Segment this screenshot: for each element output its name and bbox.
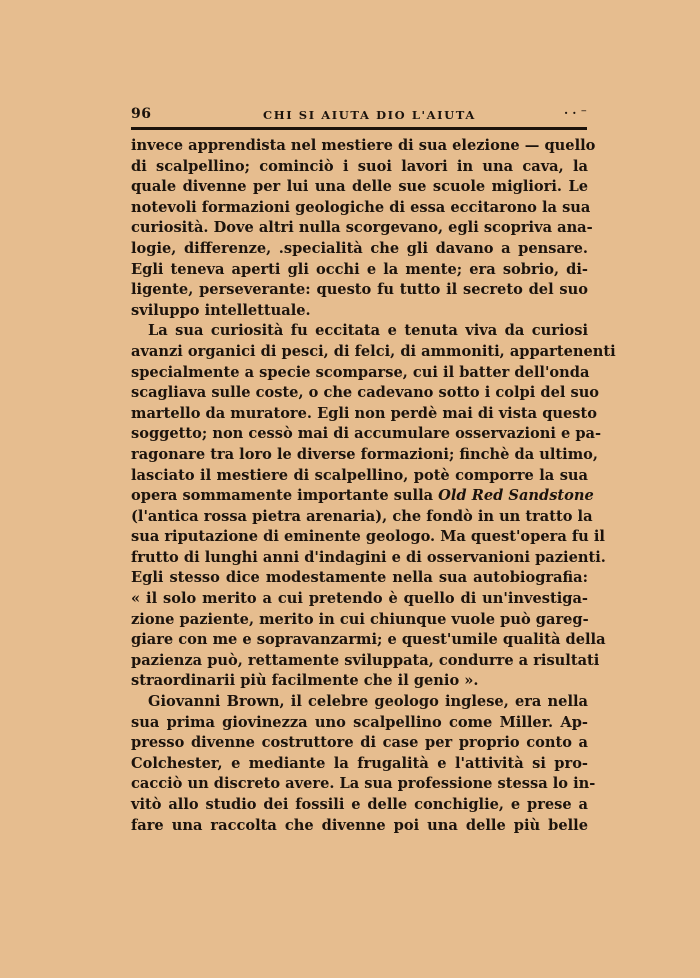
text-line: curiosità. Dove altri nulla scorgevano, egli scopriva ana- — [131, 219, 593, 237]
text-line: quale divenne per lui una delle sue scuole migliori. Le — [131, 178, 588, 196]
text-line: avanzi organici di pesci, di felci, di ammoniti, appartenenti — [131, 342, 616, 360]
page-number: 96 — [131, 106, 152, 122]
italic-title: Old Red Sandstone — [438, 487, 594, 505]
header-rule — [131, 127, 587, 130]
text-line: Egli teneva aperti gli occhi e la mente; era sobrio, di- — [131, 260, 588, 278]
running-title: CHI SI AIUTA DIO L'AIUTA — [263, 108, 476, 122]
text-line: zione paziente, merito in cui chiunque vuole può gareg- — [131, 610, 589, 628]
text-line: ragonare tra loro le diverse formazioni; finchè da ultimo, — [131, 445, 598, 463]
text-line: logie, differenze, .specialità che gli davano a pensare. — [131, 239, 588, 257]
text-line: « il solo merito a cui pretendo è quello di un'investiga- — [131, 590, 588, 608]
text-line: scagliava sulle coste, o che cadevano sotto i colpi del suo — [131, 384, 600, 402]
text-line: invece apprendista nel mestiere di sua elezione — quello — [131, 137, 596, 154]
text-line: di scalpellino; cominciò i suoi lavori in una cava, la — [131, 157, 588, 175]
text-line: pazienza può, rettamente sviluppata, condurre a risultati — [131, 651, 600, 669]
text-line: martello da muratore. Egli non perdè mai di vista questo — [131, 404, 598, 422]
text-line: La sua curiosità fu eccitata e tenuta viva da curiosi — [148, 322, 588, 340]
text-line: sviluppo intellettuale. — [131, 301, 311, 319]
text-line: lasciato il mestiere di scalpellino, potè comporre la sua — [131, 466, 588, 484]
body-text — [131, 136, 616, 836]
text-line: Colchester, e mediante la frugalità e l'attività si pro- — [131, 754, 588, 772]
text-line: soggetto; non cessò mai di accumulare osservazioni e pa- — [131, 425, 602, 443]
text-line: sua riputazione di eminente geologo. Ma quest'opera fu il — [131, 528, 605, 546]
text-line: (l'antica rossa pietra arenaria), che fondò in un tratto la — [131, 507, 593, 525]
text-line: cacciò un discreto avere. La sua professione stessa lo in- — [131, 775, 596, 793]
text-line: Egli stesso dice modestamente nella sua autobiografia: — [131, 569, 588, 587]
text-line: Giovanni Brown, il celebre geologo inglese, era nella — [148, 693, 588, 711]
text-line: notevoli formazioni geologiche di essa eccitarono la sua — [131, 198, 591, 216]
text-line: straordinarii più facilmente che il genio ». — [131, 672, 479, 690]
text-line: specialmente a specie scomparse, cui il batter dell'onda — [131, 363, 590, 381]
text-line: vitò allo studio dei fossili e delle conchiglie, e prese a — [131, 796, 588, 813]
text-line: frutto di lunghi anni d'indagini e di osservanioni pazienti. — [131, 548, 606, 566]
text-line: fare una raccolta che divenne poi una delle più belle — [131, 816, 588, 834]
text-line: sua prima giovinezza uno scalpellino come Miller. Ap- — [131, 713, 588, 731]
text-line: presso divenne costruttore di case per proprio conto a — [131, 734, 588, 752]
header-mark: · · ⁻ — [563, 106, 587, 120]
text-line: ligente, perseverante: questo fu tutto il secreto del suo — [131, 281, 588, 299]
text-line: giare con me e sopravanzarmi; e quest'umile qualità della — [131, 631, 606, 649]
page-header — [131, 106, 587, 124]
text-line: opera sommamente importante sulla Old Red Sandstone — [131, 487, 594, 505]
